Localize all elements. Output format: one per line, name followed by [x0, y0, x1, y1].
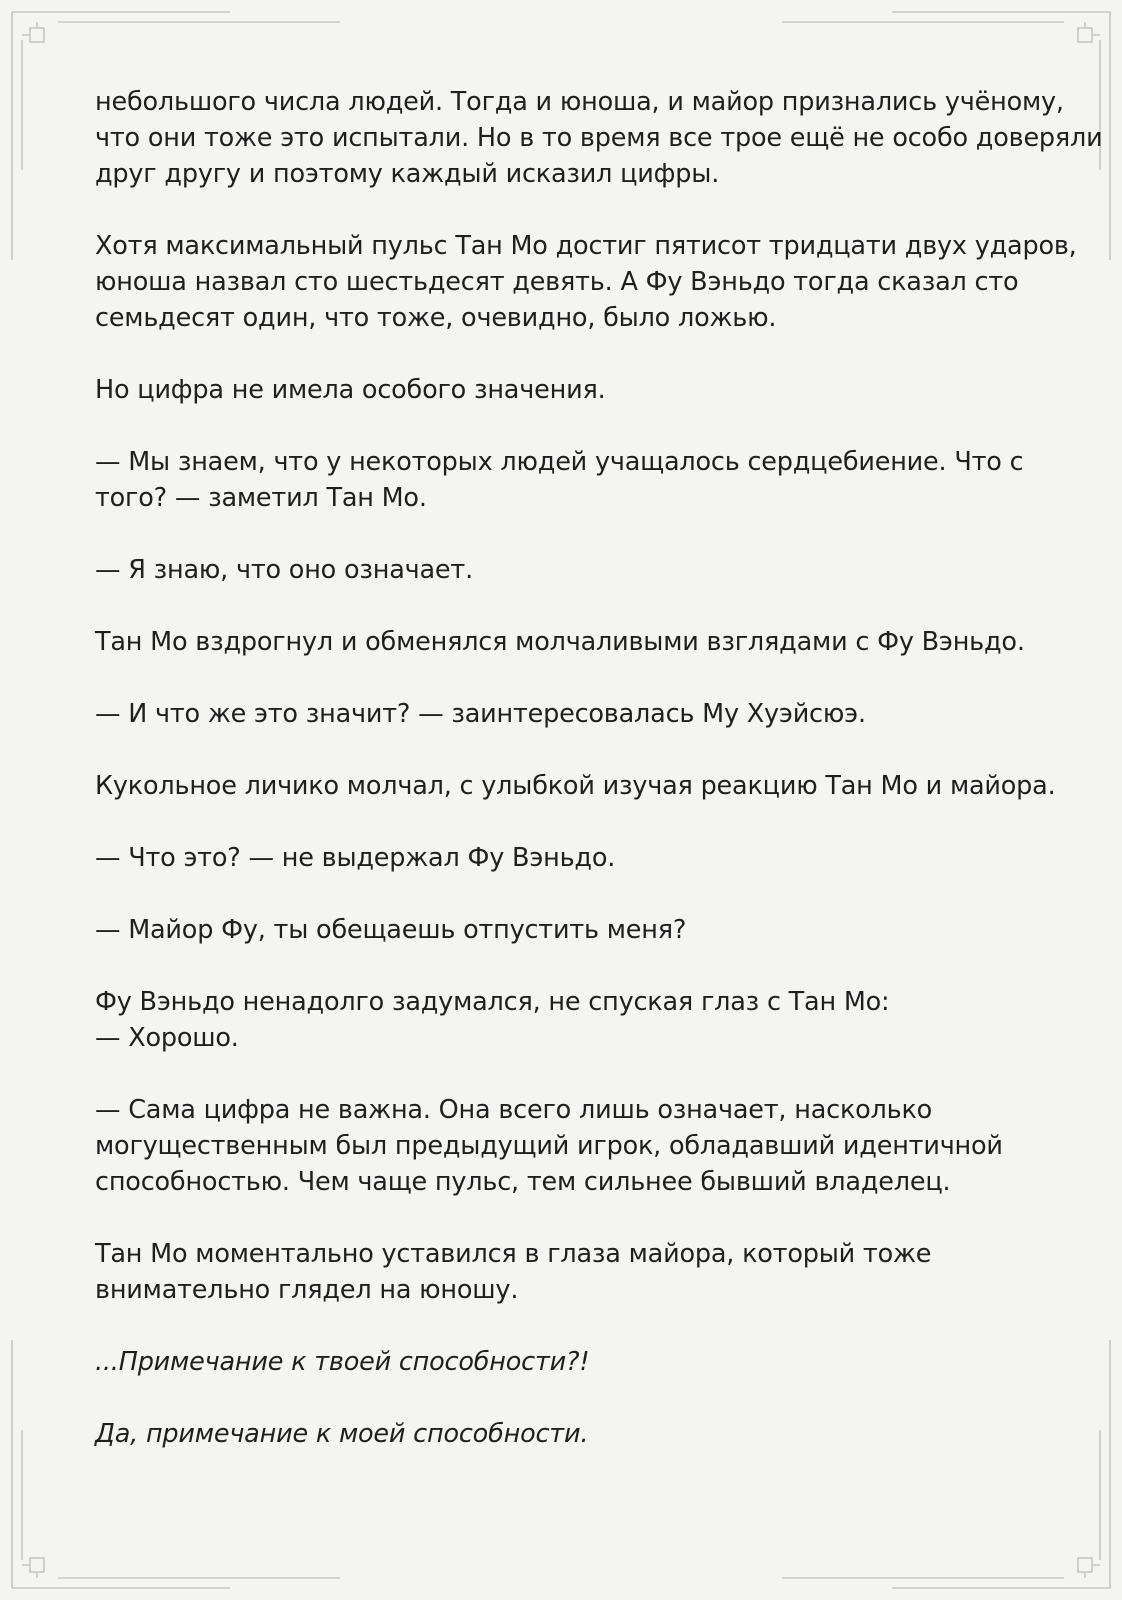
italic-text-line: ...Примечание к твоей способности?!: [95, 1347, 590, 1377]
paragraph-italic: [95, 1416, 1035, 1452]
paragraph: [95, 912, 1035, 948]
paragraph: [95, 624, 1035, 660]
paragraph-gap: [95, 192, 1035, 228]
paragraph: [95, 768, 1056, 804]
paragraph: [95, 696, 1035, 732]
text-line: внимательно глядел на юношу.: [95, 1275, 519, 1305]
text-line: небольшого числа людей. Тогда и юноша, и майор признались учёному,: [95, 87, 1064, 117]
text-line: — Сама цифра не важна. Она всего лишь означает, насколько: [95, 1095, 933, 1125]
paragraph-gap: [95, 876, 1035, 912]
text-line: что они тоже это испытали. Но в то время все трое ещё не особо доверяли: [95, 123, 1103, 153]
paragraph: [95, 1236, 1035, 1308]
paragraph-gap: [95, 1308, 1035, 1344]
text-line: Но цифра не имела особого значения.: [95, 375, 606, 405]
italic-text-line: Да, примечание к моей способности.: [95, 1419, 589, 1449]
paragraph-gap: [95, 1056, 1035, 1092]
text-line: — Хорошо.: [95, 1023, 239, 1053]
text-line: Тан Мо вздрогнул и обменялся молчаливыми взглядами с Фу Вэньдо.: [95, 627, 1025, 657]
paragraph-gap: [95, 732, 1035, 768]
text-line: — Мы знаем, что у некоторых людей учащалось сердцебиение. Что с: [95, 447, 1024, 477]
paragraph-italic: [95, 1344, 1035, 1380]
text-line: Хотя максимальный пульс Тан Мо достиг пятисот тридцати двух ударов,: [95, 231, 1077, 261]
text-line: семьдесят один, что тоже, очевидно, было ложью.: [95, 303, 777, 333]
text-line: — Майор Фу, ты обещаешь отпустить меня?: [95, 915, 687, 945]
text-line: Тан Мо моментально уставился в глаза майора, который тоже: [95, 1239, 932, 1269]
paragraph: [95, 84, 1103, 192]
text-line: — И что же это значит? — заинтересовалась Му Хуэйсюэ.: [95, 699, 866, 729]
text-line: Кукольное личико молчал, с улыбкой изучая реакцию Тан Мо и майора.: [95, 771, 1056, 801]
paragraph: [95, 372, 1035, 408]
text-line: юноша назвал сто шестьдесят девять. А Фу Вэньдо тогда сказал сто: [95, 267, 1019, 297]
text-line: Фу Вэньдо ненадолго задумался, не спуская глаз с Тан Мо:: [95, 987, 890, 1017]
paragraph: [95, 444, 1035, 516]
paragraph-gap: [95, 408, 1035, 444]
text-line: друг другу и поэтому каждый исказил цифры.: [95, 159, 720, 189]
paragraph-gap: [95, 1380, 1035, 1416]
text-line: — Что это? — не выдержал Фу Вэньдо.: [95, 843, 616, 873]
text-line: того? — заметил Тан Мо.: [95, 483, 427, 513]
text-line: способностью. Чем чаще пульс, тем сильнее бывший владелец.: [95, 1167, 951, 1197]
paragraph: [95, 228, 1077, 336]
paragraph-gap: [95, 660, 1035, 696]
paragraph-gap: [95, 588, 1035, 624]
paragraph-gap: [95, 804, 1035, 840]
paragraph-gap: [95, 948, 1035, 984]
paragraph-gap: [95, 1200, 1035, 1236]
paragraph: [95, 1092, 1035, 1200]
paragraph: [95, 840, 1035, 876]
text-line: — Я знаю, что оно означает.: [95, 555, 473, 585]
text-line: могущественным был предыдущий игрок, обладавший идентичной: [95, 1131, 1003, 1161]
paragraph: [95, 984, 1035, 1056]
paragraph-gap: [95, 336, 1035, 372]
paragraph: [95, 552, 1035, 588]
paragraph-gap: [95, 516, 1035, 552]
document-body: [95, 84, 1103, 1452]
